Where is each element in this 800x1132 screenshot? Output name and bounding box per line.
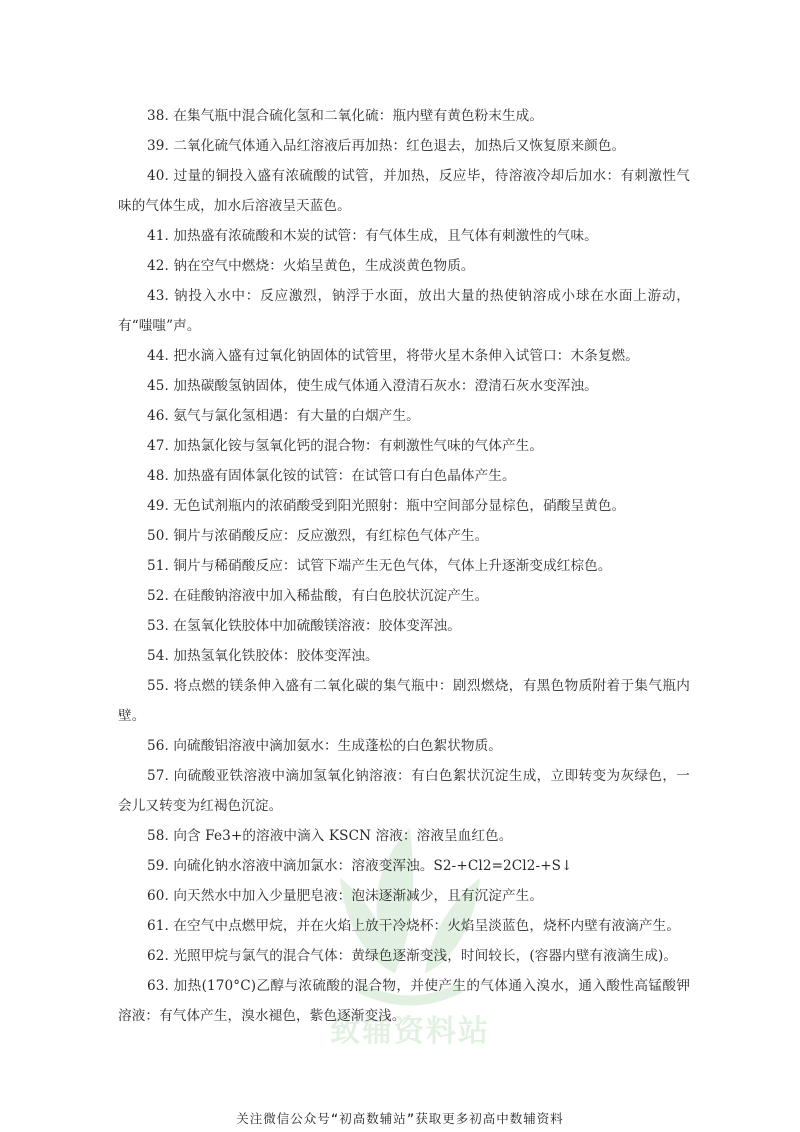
item-number: 58. <box>147 828 169 844</box>
list-item <box>118 581 690 611</box>
list-item <box>118 251 690 281</box>
item-number: 51. <box>147 558 169 574</box>
list-item <box>118 941 690 971</box>
list-item <box>118 131 690 161</box>
list-item <box>118 161 690 221</box>
list-item <box>118 551 690 581</box>
item-number: 40. <box>147 168 169 184</box>
item-number: 63. <box>147 978 169 994</box>
item-number: 52. <box>147 588 169 604</box>
item-text: 铜片与浓硝酸反应：反应激烈，有红棕色气体产生。 <box>173 528 489 544</box>
list-item <box>118 611 690 641</box>
item-text: 加热氢氧化铁胶体：胶体变浑浊。 <box>173 648 379 664</box>
list-item <box>118 731 690 761</box>
item-text: 把水滴入盛有过氧化钠固体的试管里，将带火星木条伸入试管口：木条复燃。 <box>173 348 639 364</box>
item-number: 61. <box>147 918 169 934</box>
item-text: 向硫化钠水溶液中滴加氯水：溶液变浑浊。S2-+Cl2=2Cl2-+S↓ <box>173 858 573 874</box>
item-number: 60. <box>147 888 169 904</box>
item-text: 在集气瓶中混合硫化氢和二氧化硫：瓶内壁有黄色粉末生成。 <box>173 108 544 124</box>
list-item <box>118 491 690 521</box>
item-number: 48. <box>147 468 169 484</box>
list-item <box>118 881 690 911</box>
item-text: 加热氯化铵与氢氧化钙的混合物：有刺激性气味的气体产生。 <box>173 438 544 454</box>
item-text: 在空气中点燃甲烷，并在火焰上放干冷烧杯：火焰呈淡蓝色，烧杯内壁有液滴产生。 <box>173 918 681 934</box>
list-item <box>118 371 690 401</box>
item-text: 在氢氧化铁胶体中加硫酸镁溶液：胶体变浑浊。 <box>173 618 461 634</box>
list-item <box>118 671 690 731</box>
list-item <box>118 911 690 941</box>
list-item <box>118 461 690 491</box>
watermark-text: 致辅资料站 <box>330 1014 490 1049</box>
item-number: 44. <box>147 348 169 364</box>
item-number: 39. <box>147 138 169 154</box>
item-text: 光照甲烷与氯气的混合气体：黄绿色逐渐变浅，时间较长，(容器内壁有液滴生成)。 <box>173 948 678 964</box>
list-item <box>118 431 690 461</box>
item-number: 45. <box>147 378 169 394</box>
list-item <box>118 851 690 881</box>
list-item <box>118 761 690 821</box>
item-text: 加热碳酸氢钠固体，使生成气体通入澄清石灰水：澄清石灰水变浑浊。 <box>173 378 598 394</box>
item-number: 59. <box>147 858 169 874</box>
item-text: 氨气与氯化氢相遇：有大量的白烟产生。 <box>173 408 420 424</box>
footer-note: 关注微信公众号“初高数辅站”获取更多初高中数辅资料 <box>236 1111 564 1126</box>
item-text: 将点燃的镁条伸入盛有二氧化碳的集气瓶中：剧烈燃烧，有黑色物质附着于集气瓶内壁。 <box>118 678 691 724</box>
item-text: 钠投入水中：反应激烈，钠浮于水面，放出大量的热使钠溶成小球在水面上游动，有“嗤嗤”声。 <box>118 288 691 334</box>
item-text: 在硅酸钠溶液中加入稀盐酸，有白色胶状沉淀产生。 <box>173 588 489 604</box>
item-number: 62. <box>147 948 169 964</box>
list-item <box>118 521 690 551</box>
observation-list <box>118 101 690 1031</box>
item-number: 47. <box>147 438 169 454</box>
item-number: 43. <box>147 288 169 304</box>
list-item <box>118 281 690 341</box>
item-text: 无色试剂瓶内的浓硝酸受到阳光照射：瓶中空间部分显棕色，硝酸呈黄色。 <box>173 498 626 514</box>
item-number: 56. <box>147 738 169 754</box>
item-text: 钠在空气中燃烧：火焰呈黄色，生成淡黄色物质。 <box>173 258 475 274</box>
item-text: 铜片与稀硝酸反应：试管下端产生无色气体，气体上升逐渐变成红棕色。 <box>173 558 612 574</box>
item-number: 54. <box>147 648 169 664</box>
item-number: 41. <box>147 228 169 244</box>
list-item <box>118 641 690 671</box>
item-number: 38. <box>147 108 169 124</box>
list-item <box>118 341 690 371</box>
item-text: 向天然水中加入少量肥皂液：泡沫逐渐减少，且有沉淀产生。 <box>173 888 544 904</box>
item-text: 二氧化硫气体通入品红溶液后再加热：红色退去，加热后又恢复原来颜色。 <box>173 138 626 154</box>
item-number: 57. <box>147 768 169 784</box>
item-text: 过量的铜投入盛有浓硫酸的试管，并加热，反应毕，待溶液冷却后加水：有刺激性气味的气体生成，加水后溶液呈天蓝色。 <box>118 168 691 214</box>
list-item <box>118 401 690 431</box>
item-text: 加热(170°C)乙醇与浓硫酸的混合物，并使产生的气体通入溴水，通入酸性高锰酸钾溶液：有气体产生，溴水褪色，紫色逐渐变浅。 <box>118 978 691 1024</box>
item-text: 向硫酸亚铁溶液中滴加氢氧化钠溶液：有白色絮状沉淀生成，立即转变为灰绿色，一会儿又转变为红褐色沉淀。 <box>118 768 691 814</box>
item-number: 50. <box>147 528 169 544</box>
list-item <box>118 971 690 1031</box>
list-item <box>118 221 690 251</box>
item-number: 49. <box>147 498 169 514</box>
item-number: 46. <box>147 408 169 424</box>
item-number: 53. <box>147 618 169 634</box>
item-text: 加热盛有浓硫酸和木炭的试管：有气体生成，且气体有刺激性的气味。 <box>173 228 598 244</box>
item-text: 向含 Fe3+的溶液中滴入 KSCN 溶液：溶液呈血红色。 <box>173 828 513 844</box>
list-item <box>118 101 690 131</box>
item-number: 42. <box>147 258 169 274</box>
item-number: 55. <box>147 678 169 694</box>
item-text: 向硫酸铝溶液中滴加氨水：生成蓬松的白色絮状物质。 <box>173 738 502 754</box>
list-item <box>118 821 690 851</box>
item-text: 加热盛有固体氯化铵的试管：在试管口有白色晶体产生。 <box>173 468 516 484</box>
